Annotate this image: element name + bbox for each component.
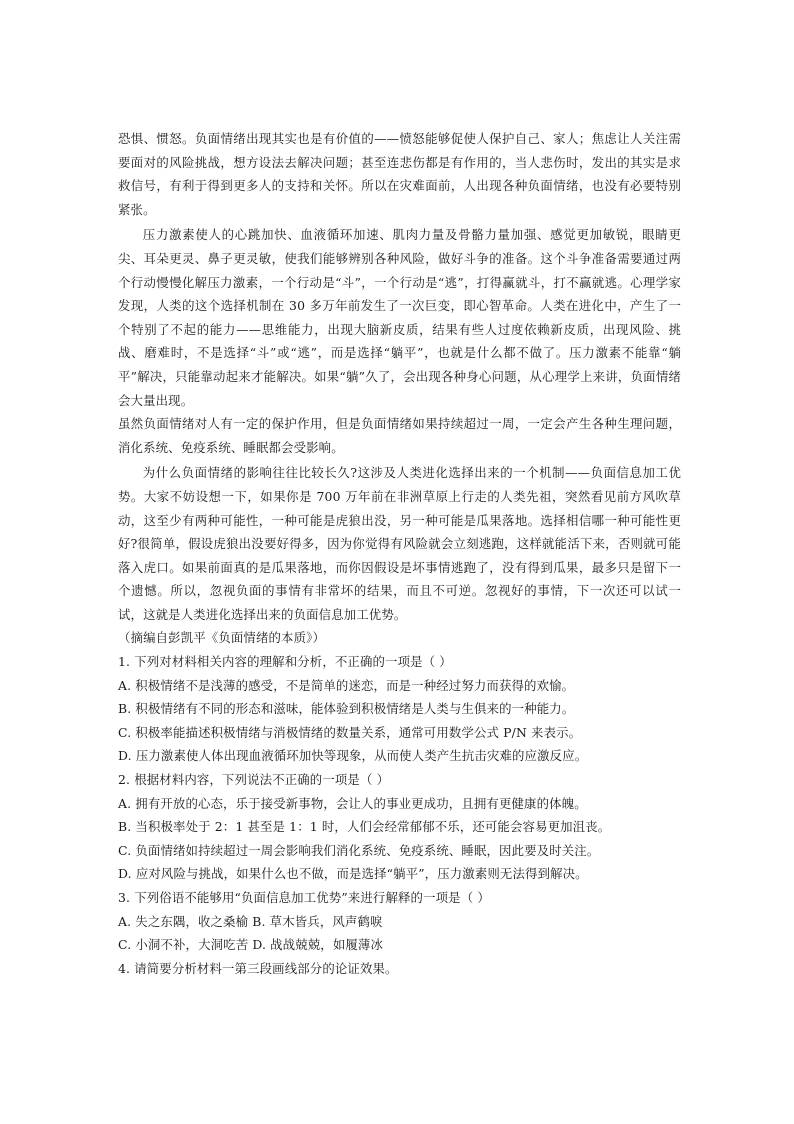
question-1 xyxy=(118,650,681,768)
passage-paragraph-2: 压力激素使人的心跳加快、血液循环加速、肌肉力量及骨骼力量加强、感觉更加敏锐，眼睛更尖、耳朵更灵、鼻子更灵敏，使我们能够辨别各种风险，做好斗争的准备。这个斗争准备需要通过两个行动慢慢化解压力激素，一个行动是“斗”，一个行动是“逃”，打得赢就斗，打不赢就逃。心理学家发现，人类的这个选择机制在 30 多万年前发生了一次巨变，即心智革命。人类在进化中，产生了一个特别了不起的能力——思维能力，出现大脑新皮质，结果有些人过度依赖新皮质，出现风险、挑战、磨难时，不是选择“斗”或“逃”，而是选择“躺平”，也就是什么都不做了。压力激素不能靠“躺平”解决，只能靠动起来才能解决。如果“躺”久了，会出现各种身心问题，从心理学上来讲，负面情绪会大量出现。 xyxy=(118,227,681,408)
question-option: B. 积极情绪有不同的形态和滋味，能体验到积极情绪是人类与生俱来的一种能力。 xyxy=(118,701,575,717)
question-2 xyxy=(118,768,681,886)
question-stem: 2. 根据材料内容，下列说法不正确的一项是（ ） xyxy=(118,772,390,788)
question-4 xyxy=(118,957,681,981)
question-option: C. 小洞不补，大洞吃苦 D. 战战兢兢，如履薄冰 xyxy=(118,937,384,953)
question-stem: 1. 下列对材料相关内容的理解和分析，不正确的一项是（ ） xyxy=(118,654,452,670)
question-option: C. 负面情绪如持续超过一周会影响我们消化系统、免疫系统、睡眠，因此要及时关注。 xyxy=(118,842,600,858)
passage-source: （摘编自彭凯平《负面情绪的本质》） xyxy=(118,630,325,646)
question-option: C. 积极率能描述积极情绪与消极情绪的数量关系，通常可用数学公式 P/N 来表示。 xyxy=(118,724,582,740)
question-option: A. 积极情绪不是浅薄的感受，不是简单的迷恋，而是一种经过努力而获得的欢愉。 xyxy=(118,677,575,693)
document-page xyxy=(118,127,681,980)
question-stem: 4. 请简要分析材料一第三段画线部分的论证效果。 xyxy=(118,960,398,976)
passage-paragraph-3: 虽然负面情绪对人有一定的保护作用，但是负面情绪如果持续超过一周，一定会产生各种生理问题，消化系统、免疫系统、睡眠都会受影响。 xyxy=(118,416,681,455)
question-stem: 3. 下列俗语不能够用“负面信息加工优势”来进行解释的一项是（ ） xyxy=(118,890,490,905)
question-3 xyxy=(118,886,681,957)
passage-paragraph-1: 恐惧、惯怒。负面情绪出现其实也是有价值的——愤怒能够促使人保护自己、家人；焦虑让人关注需要面对的风险挑战，想方设法去解决问题；甚至连悲伤都是有作用的，当人悲伤时，发出的其实是求救信号，有利于得到更多人的支持和关怀。所以在灾难面前，人出现各种负面情绪，也没有必要特别紧张。 xyxy=(118,131,681,217)
question-option: D. 应对风险与挑战，如果什么也不做，而是选择“躺平”，压力激素则无法得到解决。 xyxy=(118,866,588,882)
question-option: D. 压力激素使人体出现血液循环加快等现象，从而使人类产生抗击灾难的应激反应。 xyxy=(118,748,588,764)
question-option: A. 拥有开放的心态，乐于接受新事物，会让人的事业更成功，且拥有更健康的体魄。 xyxy=(118,795,587,811)
passage-paragraph-4: 为什么负面情绪的影响往往比较长久?这涉及人类进化选择出来的一个机制——负面信息加工优势。大家不妨设想一下，如果你是 700 万年前在非洲草原上行走的人类先祖，突然看见前方风吹草动，这至少有两种可能性，一种可能是虎狼出没，另一种可能是瓜果落地。选择相信哪一种可能性更好?很简单，假设虎狼出没要好得多，因为你觉得有风险就会立刻逃跑，这样就能活下来，否则就可能落入虎口。如果前面真的是瓜果落地，而你因假设是坏事情逃跑了，没有得到瓜果，最多只是留下一个遗憾。所以，忽视负面的事情有非常坏的结果，而且不可逆。忽视好的事情，下一次还可以试一试，这就是人类进化选择出来的负面信息加工优势。 xyxy=(118,465,681,622)
question-option: B. 当积极率处于 2：1 甚至是 1：1 时，人们会经常郁郁不乐，还可能会容易更加沮丧。 xyxy=(118,819,611,835)
question-option: A. 失之东隅，收之桑榆 B. 草木皆兵，风声鹤唳 xyxy=(118,913,383,929)
